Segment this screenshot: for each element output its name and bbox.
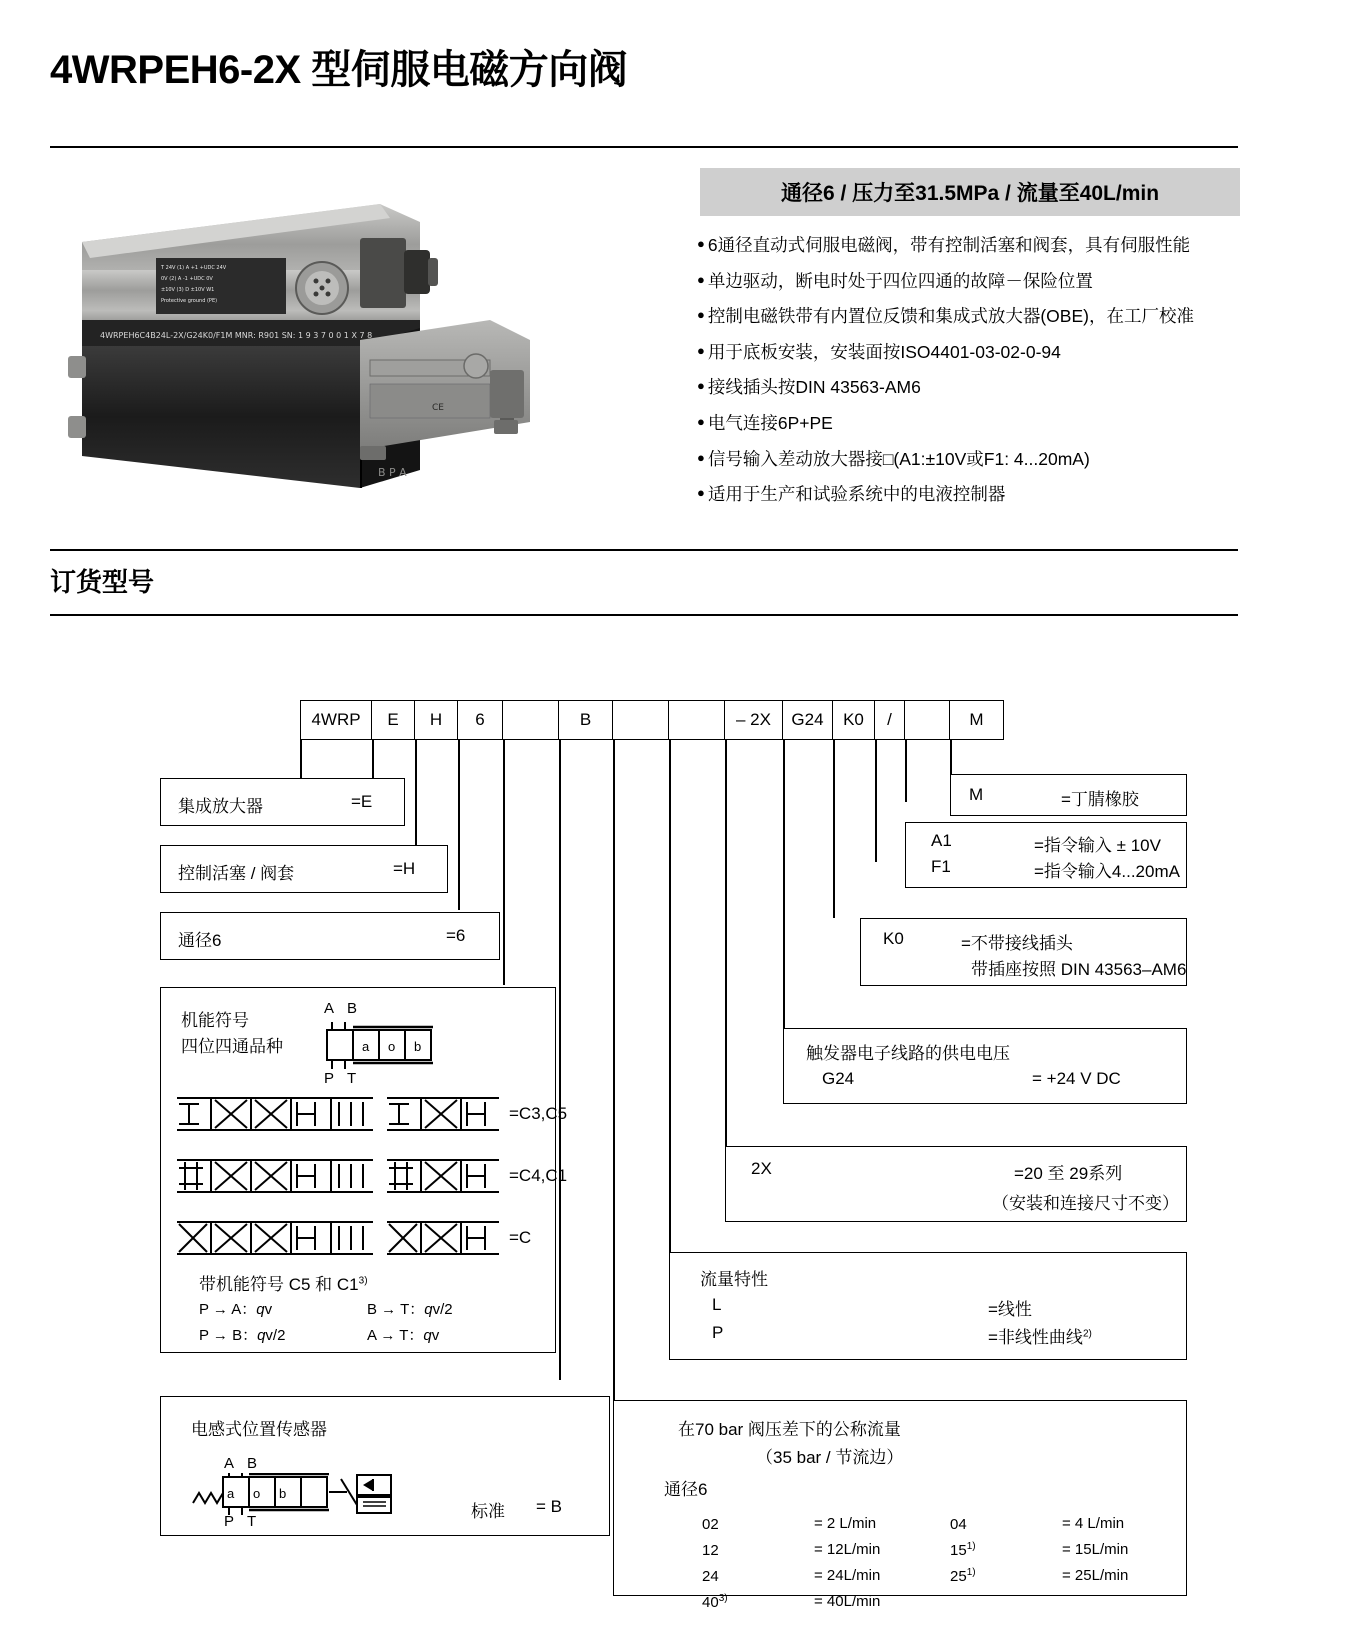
- flow-value: = 12L/min: [814, 1541, 881, 1558]
- svg-text:a: a: [227, 1486, 235, 1501]
- plug-desc-2: 带插座按照 DIN 43563–AM6: [971, 960, 1187, 979]
- ordering-divider-top: [50, 549, 1238, 551]
- legend-code: =E: [351, 792, 373, 811]
- legend-box-flow-characteristic: [669, 1252, 1187, 1360]
- leader-line: [669, 740, 671, 1252]
- flow-value: = 24L/min: [814, 1567, 881, 1584]
- feature-item: [697, 234, 1257, 257]
- flow-note-row-1-right: [367, 1298, 453, 1319]
- flow-value: = 4 L/min: [1062, 1515, 1125, 1532]
- nominal-flow-title-1: 在70 bar 阀压差下的公称流量: [678, 1420, 901, 1439]
- leader-line: [905, 740, 907, 802]
- port-label-a: A: [324, 1000, 335, 1017]
- feature-text: 电气连接6P+PE: [707, 412, 833, 433]
- product-photo: [60, 170, 530, 500]
- flow-code-text: 15: [950, 1542, 967, 1559]
- header-divider: [50, 146, 1238, 148]
- flow-note-text: B → T：: [367, 1301, 425, 1318]
- signal-code-a1: A1: [931, 831, 952, 850]
- svg-text:Protective ground (PE): Protective ground (PE): [161, 298, 218, 304]
- flow-code-text: 12: [702, 1542, 719, 1559]
- page-title-rest: 型伺服电磁方向阀: [300, 48, 628, 92]
- flow-code-text: 04: [950, 1516, 967, 1533]
- port-label-p: P: [324, 1070, 335, 1087]
- flow-note-q: q: [424, 1301, 433, 1318]
- feature-item: [697, 305, 1257, 328]
- ordering-code-cell: [613, 700, 669, 740]
- sensor-panel-title: 电感式位置传感器: [191, 1420, 327, 1439]
- svg-text:0V (2) A -1 +UDC 0V: 0V (2) A -1 +UDC 0V: [161, 276, 213, 282]
- spool-symbol-c-left: [175, 1216, 375, 1260]
- feature-item: [697, 448, 1257, 471]
- flow-code-sup: 3): [718, 1593, 728, 1604]
- bullet-dot-icon: ●: [697, 485, 705, 501]
- series-desc-1: =20 至 29系列: [1014, 1164, 1123, 1183]
- svg-text:b: b: [279, 1486, 287, 1501]
- symbol-panel-title-2: 四位四通品种: [181, 1037, 283, 1056]
- ordering-code-cell: M: [950, 700, 1004, 740]
- flow-code: [702, 1541, 719, 1559]
- leader-line: [613, 740, 615, 1500]
- legend-box-amplifier: [160, 778, 405, 826]
- legend-label: 集成放大器: [178, 797, 263, 816]
- bullet-dot-icon: ●: [697, 342, 705, 358]
- leader-line: [833, 740, 835, 918]
- flow-code-sup: 1): [966, 1541, 976, 1552]
- legend-code: =6: [446, 926, 466, 945]
- leader-line: [725, 740, 727, 1146]
- flowchar-desc-l: =线性: [988, 1300, 1032, 1319]
- flow-code: [702, 1515, 719, 1533]
- svg-text:b: b: [414, 1039, 422, 1054]
- flow-code-text: 25: [950, 1568, 967, 1585]
- flow-code: [702, 1593, 728, 1611]
- bullet-dot-icon: ●: [697, 449, 705, 465]
- signal-desc-f1: =指令输入4...20mA: [1034, 862, 1180, 881]
- flow-note-sub: v: [431, 1327, 440, 1344]
- leader-line: [415, 740, 417, 845]
- flow-note-text: P → A：: [199, 1301, 257, 1318]
- spool-symbol-c-right: [385, 1216, 501, 1260]
- symbol-code-row-2: =C4,C1: [509, 1166, 568, 1185]
- flow-value: = 15L/min: [1062, 1541, 1129, 1558]
- flow-value: = 2 L/min: [814, 1515, 877, 1532]
- leader-line: [783, 740, 785, 1028]
- legend-box-nominal-flow: [613, 1400, 1187, 1611]
- flow-note-sub: v/2: [432, 1301, 453, 1318]
- series-code: 2X: [751, 1159, 772, 1178]
- flow-code: [950, 1567, 976, 1585]
- flow-value: = 25L/min: [1062, 1567, 1129, 1584]
- symbol-note-title: [199, 1270, 368, 1295]
- feature-text: 信号输入差动放大器接□(A1:±10V或F1: 4...20mA): [707, 448, 1090, 469]
- leader-line: [950, 740, 952, 774]
- flow-note-text: A → T：: [367, 1327, 424, 1344]
- flow-note-text: P → B：: [199, 1327, 258, 1344]
- legend-label: 控制活塞 / 阀套: [178, 864, 295, 883]
- ordering-code-cell: G24: [783, 700, 833, 740]
- ordering-code-cell: H: [415, 700, 458, 740]
- flow-value: = 40L/min: [814, 1593, 881, 1610]
- signal-code-f1: F1: [931, 857, 951, 876]
- legend-box-series: [725, 1146, 1187, 1222]
- symbol-note-superscript: 3): [358, 1275, 368, 1287]
- flow-note-row-2-right: [367, 1324, 439, 1345]
- ordering-section-title: 订货型号: [50, 567, 155, 597]
- symbol-panel-title-1: 机能符号: [181, 1011, 249, 1030]
- seal-code: M: [969, 785, 984, 804]
- page-title: [50, 38, 627, 95]
- feature-text: 接线插头按DIN 43563-AM6: [707, 377, 921, 398]
- flow-note-q: q: [257, 1327, 266, 1344]
- legend-box-signal-input: [905, 822, 1187, 888]
- ordering-code-diagram: [0, 640, 1346, 1611]
- ordering-code-cell: /: [875, 700, 905, 740]
- flow-note-q: q: [423, 1327, 432, 1344]
- feature-item: [697, 376, 1257, 399]
- spool-symbol-c4c1-left: [175, 1154, 375, 1198]
- svg-text:T 24V (1) A +1 +UDC 24V: T 24V (1) A +1 +UDC 24V: [161, 265, 227, 271]
- spec-banner: 通径6 / 压力至31.5MPa / 流量至40L/min: [700, 168, 1240, 216]
- flowchar-title: 流量特性: [700, 1270, 768, 1289]
- feature-text: 适用于生产和试验系统中的电液控制器: [707, 484, 1006, 505]
- sensor-standard-code: = B: [536, 1497, 562, 1516]
- nominal-flow-title-2: （35 bar / 节流边）: [756, 1448, 904, 1467]
- ordering-code-cell: [669, 700, 725, 740]
- flowchar-desc-p: [988, 1323, 1092, 1348]
- feature-item: [697, 270, 1257, 293]
- feature-item: [697, 412, 1257, 435]
- legend-box-size: [160, 912, 500, 960]
- legend-box-supply-voltage: [783, 1028, 1187, 1104]
- ordering-divider-bottom: [50, 614, 1238, 616]
- symbol-panel: [160, 987, 568, 1353]
- port-label-a: A: [224, 1455, 235, 1472]
- port-label-p: P: [224, 1513, 235, 1530]
- port-label-b: B: [347, 1000, 358, 1017]
- ordering-code-cell: 6: [458, 700, 503, 740]
- port-label-t: T: [347, 1070, 357, 1087]
- leader-line: [559, 740, 561, 1380]
- leader-line: [503, 740, 505, 985]
- flow-note-sub: v/2: [265, 1327, 286, 1344]
- sensor-standard-label: 标准: [471, 1502, 505, 1521]
- plug-desc-1: =不带接线插头: [961, 934, 1073, 953]
- legend-box-plug: [860, 918, 1187, 986]
- ordering-code-cell: E: [372, 700, 415, 740]
- flow-note-sub: v: [264, 1301, 273, 1318]
- flow-code-sup: 1): [966, 1567, 976, 1578]
- svg-text:4WRPEH6C4B24L-2X/G24K0/F1M MN: 4WRPEH6C4B24L-2X/G24K0/F1M MNR: R901 SN: 1 9 3 7 0 0 1 X 7 8: [100, 331, 373, 340]
- page-title-model: 4WRPEH6-2X: [50, 48, 301, 92]
- spool-symbol-c3c5-left: [175, 1092, 375, 1136]
- flowchar-desc-p-superscript: 2): [1082, 1328, 1092, 1340]
- feature-text: 控制电磁铁带有内置位反馈和集成式放大器(OBE)，在工厂校准: [707, 306, 1194, 327]
- supply-title: 触发器电子线路的供电电压: [806, 1044, 1010, 1063]
- symbol-code-row-3: =C: [509, 1228, 532, 1247]
- port-label-b: B: [247, 1455, 258, 1472]
- feature-text: 6通径直动式伺服电磁阀，带有控制活塞和阀套，具有伺服性能: [707, 235, 1191, 255]
- feature-item: [697, 341, 1257, 364]
- feature-list: [697, 234, 1257, 519]
- svg-text:o: o: [388, 1039, 396, 1054]
- supply-code: G24: [822, 1069, 855, 1088]
- svg-text:±10V (3) D ±10V W1: ±10V (3) D ±10V W1: [161, 287, 215, 293]
- flow-code-text: 40: [702, 1594, 719, 1611]
- plug-code: K0: [883, 929, 904, 948]
- ordering-code-cell: [905, 700, 950, 740]
- leader-line: [300, 740, 302, 778]
- svg-text:a: a: [362, 1039, 370, 1054]
- flow-note-row-2-left: [199, 1324, 285, 1345]
- bullet-dot-icon: ●: [697, 413, 705, 429]
- flowchar-desc-p-text: =非线性曲线: [988, 1328, 1083, 1347]
- svg-text:o: o: [253, 1486, 261, 1501]
- port-label-t: T: [247, 1513, 257, 1530]
- ordering-code-cell: 4WRP: [300, 700, 372, 740]
- nominal-flow-subtitle: 通径6: [664, 1480, 708, 1499]
- flow-note-q: q: [256, 1301, 265, 1318]
- feature-item: [697, 483, 1257, 506]
- seal-desc: =丁腈橡胶: [1061, 790, 1139, 809]
- symbol-note-title-text: 带机能符号 C5 和 C1: [199, 1275, 359, 1294]
- feature-text: 单边驱动，断电时处于四位四通的故障－保险位置: [707, 270, 1093, 291]
- leader-line: [372, 740, 374, 778]
- ordering-code-cell: K0: [833, 700, 875, 740]
- ordering-code-cell: [503, 700, 559, 740]
- legend-box-seal: [950, 774, 1187, 816]
- spool-symbol-c3c5-right: [385, 1092, 501, 1136]
- legend-box-spool-sleeve: [160, 845, 448, 893]
- sensor-symbol: [191, 1473, 421, 1517]
- bullet-dot-icon: ●: [697, 271, 705, 287]
- svg-text:B P A: B P A: [378, 466, 407, 479]
- ordering-code-row: [300, 700, 1004, 740]
- leader-line: [875, 740, 877, 862]
- svg-text:CE: CE: [432, 403, 444, 413]
- spool-symbol-c4c1-right: [385, 1154, 501, 1198]
- series-desc-2: （安装和连接尺寸不变）: [992, 1194, 1179, 1213]
- flow-code: [702, 1567, 719, 1585]
- flow-code: [950, 1515, 967, 1533]
- spool-symbol-reference: [321, 1020, 441, 1072]
- ordering-code-cell: – 2X: [725, 700, 783, 740]
- flow-code-text: 02: [702, 1516, 719, 1533]
- flowchar-code-p: P: [712, 1323, 724, 1342]
- flow-note-row-1-left: [199, 1298, 272, 1319]
- feature-text: 用于底板安装，安装面按ISO4401-03-02-0-94: [707, 341, 1061, 362]
- bullet-dot-icon: ●: [697, 307, 705, 323]
- ordering-code-cell: B: [559, 700, 613, 740]
- legend-label: 通径6: [178, 931, 222, 950]
- legend-code: =H: [393, 859, 416, 878]
- leader-line: [458, 740, 460, 910]
- flowchar-code-l: L: [712, 1295, 722, 1314]
- bullet-dot-icon: ●: [697, 236, 705, 251]
- bullet-dot-icon: ●: [697, 378, 705, 394]
- flow-code-text: 24: [702, 1568, 719, 1585]
- flow-code: [950, 1541, 976, 1559]
- supply-desc: = +24 V DC: [1032, 1069, 1121, 1088]
- sensor-panel: [160, 1396, 610, 1536]
- symbol-code-row-1: =C3,C5: [509, 1104, 568, 1123]
- signal-desc-a1: =指令输入 ± 10V: [1034, 836, 1161, 855]
